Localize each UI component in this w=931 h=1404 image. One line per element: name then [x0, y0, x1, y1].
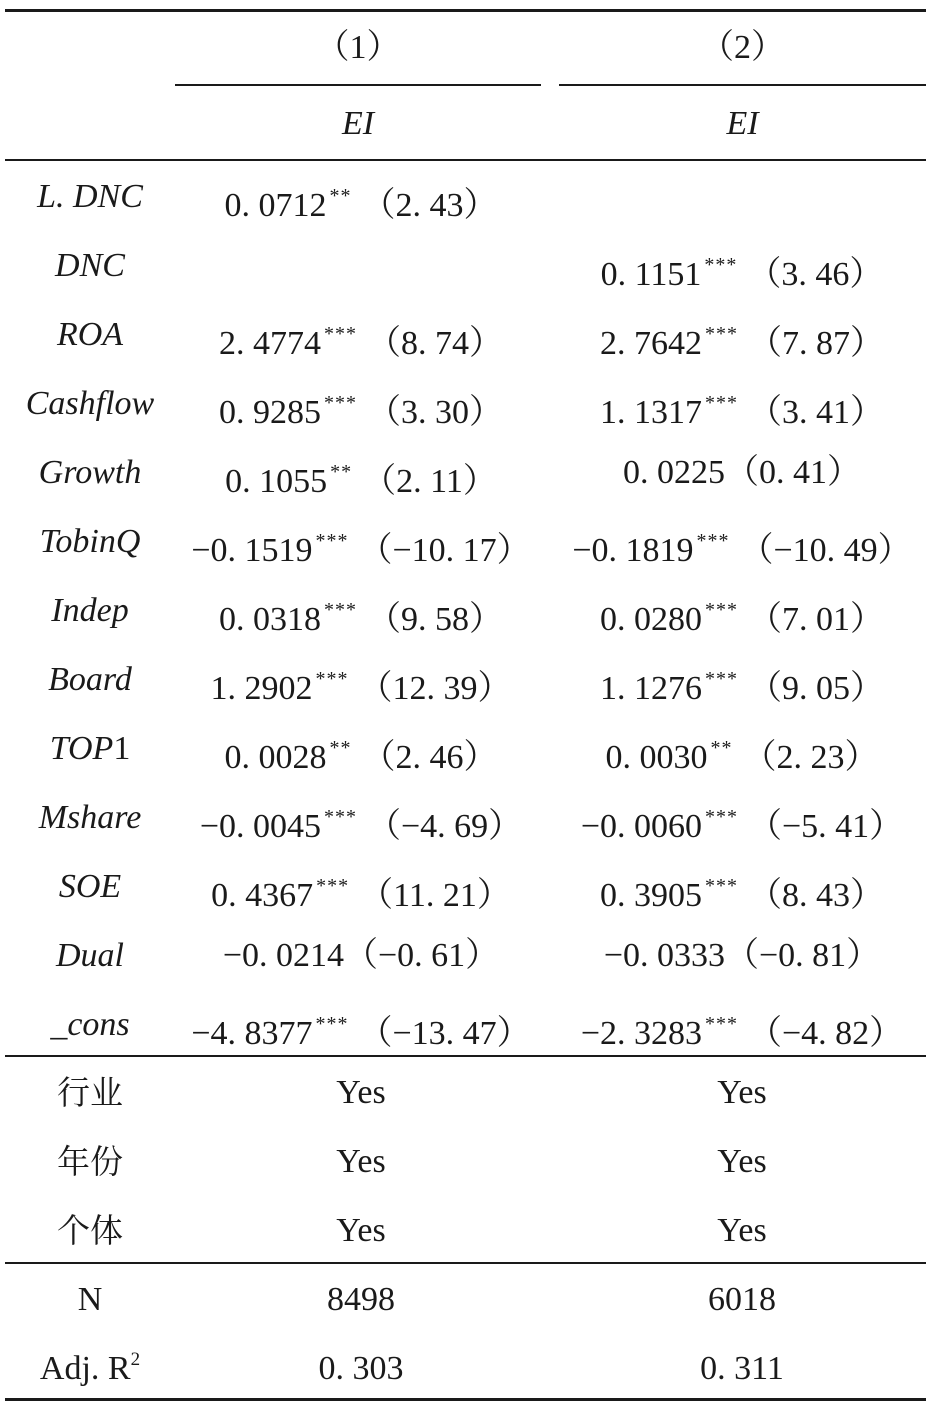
coefficient: −0. 0045 — [199, 808, 321, 845]
observations-column-2: 6018 — [708, 1281, 776, 1318]
column-1-cell — [175, 300, 547, 369]
coefficient: 0. 1151 — [600, 256, 702, 293]
table-row — [0, 990, 931, 1059]
significance-stars: *** — [705, 806, 738, 828]
t-statistic: （0. 41） — [725, 454, 861, 491]
significance-stars: *** — [315, 530, 349, 552]
header-rule — [5, 159, 926, 161]
coefficient: −4. 8377 — [191, 1015, 313, 1052]
coefficient: 0. 0712 — [224, 187, 327, 224]
significance-stars: ** — [710, 737, 733, 759]
fixed-effect-row — [0, 1058, 931, 1127]
variable-name: L. DNC — [37, 178, 143, 215]
column-2-cell — [552, 852, 931, 921]
column-1-cell: Yes — [336, 1143, 386, 1180]
table-row — [0, 162, 931, 231]
column-2-dependent-variable: EI — [726, 105, 759, 142]
column-2-cell — [552, 507, 931, 576]
t-statistic: （2. 46） — [361, 739, 498, 776]
t-statistic: （3. 46） — [747, 256, 884, 293]
coefficient: −2. 3283 — [580, 1015, 702, 1052]
column-1-cell — [175, 783, 547, 852]
column-2-cell: Yes — [717, 1212, 767, 1249]
coefficient: −0. 1819 — [572, 532, 694, 569]
column-1-underline — [175, 84, 541, 86]
column-2-cell — [552, 300, 931, 369]
column-1-cell — [175, 645, 547, 714]
adjusted-r2-label — [5, 1334, 175, 1403]
table-row — [0, 300, 931, 369]
table-row — [0, 369, 931, 438]
fixed-effect-label: 个体 — [57, 1211, 123, 1250]
column-2-cell: Yes — [717, 1143, 767, 1180]
column-1-cell: Yes — [336, 1074, 386, 1111]
significance-stars: *** — [705, 392, 738, 414]
column-2-cell — [552, 231, 931, 300]
t-statistic: （12. 39） — [358, 670, 512, 707]
observations-label: N — [77, 1281, 103, 1318]
coefficient: −0. 0333 — [603, 937, 725, 974]
coefficient: 1. 2902 — [210, 670, 313, 707]
t-statistic: （−4. 69） — [367, 808, 523, 845]
table-row — [0, 576, 931, 645]
variable-name: ROA — [56, 316, 124, 353]
variable-name — [5, 714, 175, 783]
variable-name: _cons — [50, 1006, 130, 1043]
coefficient: 0. 0280 — [600, 601, 702, 638]
coefficient: 0. 0028 — [224, 739, 327, 776]
significance-stars: *** — [324, 599, 357, 621]
column-2-number: （2） — [700, 29, 785, 66]
variable-name-digit: 1 — [113, 730, 131, 767]
column-1-dependent-variable: EI — [341, 105, 375, 142]
column-2-cell — [552, 576, 931, 645]
column-1-cell — [175, 990, 547, 1059]
adjusted-r2-superscript: 2 — [130, 1349, 141, 1370]
t-statistic: （−13. 47） — [358, 1015, 531, 1052]
t-statistic: （2. 43） — [361, 187, 498, 224]
t-statistic: （−10. 17） — [358, 532, 531, 569]
fixed-effect-row — [0, 1196, 931, 1265]
significance-stars: *** — [315, 1013, 349, 1035]
adjusted-r2-row — [0, 1334, 931, 1403]
significance-stars: *** — [324, 392, 357, 414]
significance-stars: ** — [329, 185, 352, 207]
column-1-cell — [175, 231, 547, 300]
column-1-cell — [175, 162, 547, 231]
t-statistic: （−4. 82） — [748, 1015, 904, 1052]
column-2-cell — [552, 438, 931, 507]
variable-name: Board — [48, 661, 132, 698]
variable-name: Cashflow — [25, 385, 155, 422]
t-statistic: （3. 30） — [367, 394, 503, 431]
column-1-cell — [175, 921, 547, 990]
adjusted-r2-column-2: 0. 311 — [700, 1350, 784, 1387]
fixed-effect-row — [0, 1127, 931, 1196]
coefficient: 0. 1055 — [225, 463, 328, 500]
table-row — [0, 438, 931, 507]
variable-name: DNC — [55, 247, 125, 284]
t-statistic: （7. 87） — [748, 325, 884, 362]
t-statistic: （2. 11） — [362, 463, 497, 500]
column-2-cell — [552, 714, 931, 783]
variable-name-italic: TOP — [49, 730, 114, 767]
t-statistic: （8. 74） — [367, 325, 503, 362]
coefficient: 0. 0318 — [219, 601, 321, 638]
variable-name: Dual — [56, 937, 124, 974]
table-row — [0, 714, 931, 783]
coefficient: 0. 4367 — [211, 877, 314, 914]
table-row — [0, 783, 931, 852]
variable-name: Mshare — [38, 799, 142, 836]
significance-stars: ** — [330, 461, 353, 483]
column-1-cell — [175, 714, 547, 783]
adjusted-r2-column-1: 0. 303 — [318, 1350, 404, 1387]
t-statistic: （−10. 49） — [739, 532, 912, 569]
column-2-underline — [559, 84, 926, 86]
column-1-number: （1） — [315, 29, 401, 66]
top-rule — [5, 9, 926, 12]
significance-stars: *** — [324, 806, 357, 828]
coefficient: −0. 0060 — [580, 808, 702, 845]
table-row — [0, 507, 931, 576]
coefficient: 2. 7642 — [600, 325, 702, 362]
column-1-cell — [175, 576, 547, 645]
column-1-cell — [175, 369, 547, 438]
table-row — [0, 645, 931, 714]
t-statistic: （−0. 81） — [725, 937, 881, 974]
significance-stars: *** — [705, 599, 738, 621]
column-1-cell — [175, 438, 547, 507]
t-statistic: （3. 41） — [748, 394, 884, 431]
column-2-cell — [552, 783, 931, 852]
t-statistic: （8. 43） — [748, 877, 884, 914]
significance-stars: *** — [324, 323, 357, 345]
t-statistic: （7. 01） — [748, 601, 884, 638]
coefficient: 0. 9285 — [219, 394, 321, 431]
significance-stars: *** — [705, 1013, 738, 1035]
significance-stars: *** — [696, 530, 730, 552]
table-row — [0, 231, 931, 300]
t-statistic: （−5. 41） — [748, 808, 904, 845]
adjusted-r2-label-text: Adj. R — [39, 1350, 131, 1387]
column-2-cell — [552, 369, 931, 438]
table-row — [0, 921, 931, 990]
column-2-cell: Yes — [717, 1074, 767, 1111]
column-2-cell — [552, 921, 931, 990]
variable-name: TobinQ — [39, 523, 141, 560]
table-row — [0, 852, 931, 921]
t-statistic: （2. 23） — [742, 739, 879, 776]
significance-stars: *** — [316, 875, 350, 897]
significance-stars: *** — [315, 668, 349, 690]
column-2-cell — [552, 162, 931, 231]
bottom-rule — [5, 1398, 926, 1401]
coefficient: 0. 0030 — [605, 739, 708, 776]
column-1-cell — [175, 852, 547, 921]
coefficient: 0. 3905 — [600, 877, 702, 914]
t-statistic: （9. 05） — [748, 670, 884, 707]
fixed-effects-rule — [5, 1055, 926, 1057]
significance-stars: *** — [705, 323, 738, 345]
coefficient: −0. 0214 — [222, 937, 344, 974]
t-statistic: （9. 58） — [367, 601, 503, 638]
significance-stars: ** — [329, 737, 352, 759]
fixed-effect-label: 年份 — [57, 1142, 123, 1181]
coefficient: 1. 1276 — [600, 670, 702, 707]
significance-stars: *** — [704, 254, 738, 276]
fixed-effect-label: 行业 — [57, 1073, 123, 1112]
coefficient: −0. 1519 — [191, 532, 313, 569]
coefficient: 1. 1317 — [600, 394, 702, 431]
column-2-cell — [552, 990, 931, 1059]
significance-stars: *** — [705, 668, 738, 690]
statistics-rule — [5, 1262, 926, 1264]
t-statistic: （11. 21） — [359, 877, 511, 914]
variable-name: Growth — [38, 454, 142, 491]
significance-stars: *** — [705, 875, 738, 897]
column-2-cell — [552, 645, 931, 714]
variable-name: Indep — [51, 592, 129, 629]
observations-column-1: 8498 — [327, 1281, 395, 1318]
variable-name: SOE — [58, 868, 122, 905]
t-statistic: （−0. 61） — [344, 937, 500, 974]
column-1-cell — [175, 507, 547, 576]
coefficient: 0. 0225 — [623, 454, 725, 491]
observations-row — [0, 1265, 931, 1334]
coefficient: 2. 4774 — [219, 325, 321, 362]
column-1-cell: Yes — [336, 1212, 386, 1249]
